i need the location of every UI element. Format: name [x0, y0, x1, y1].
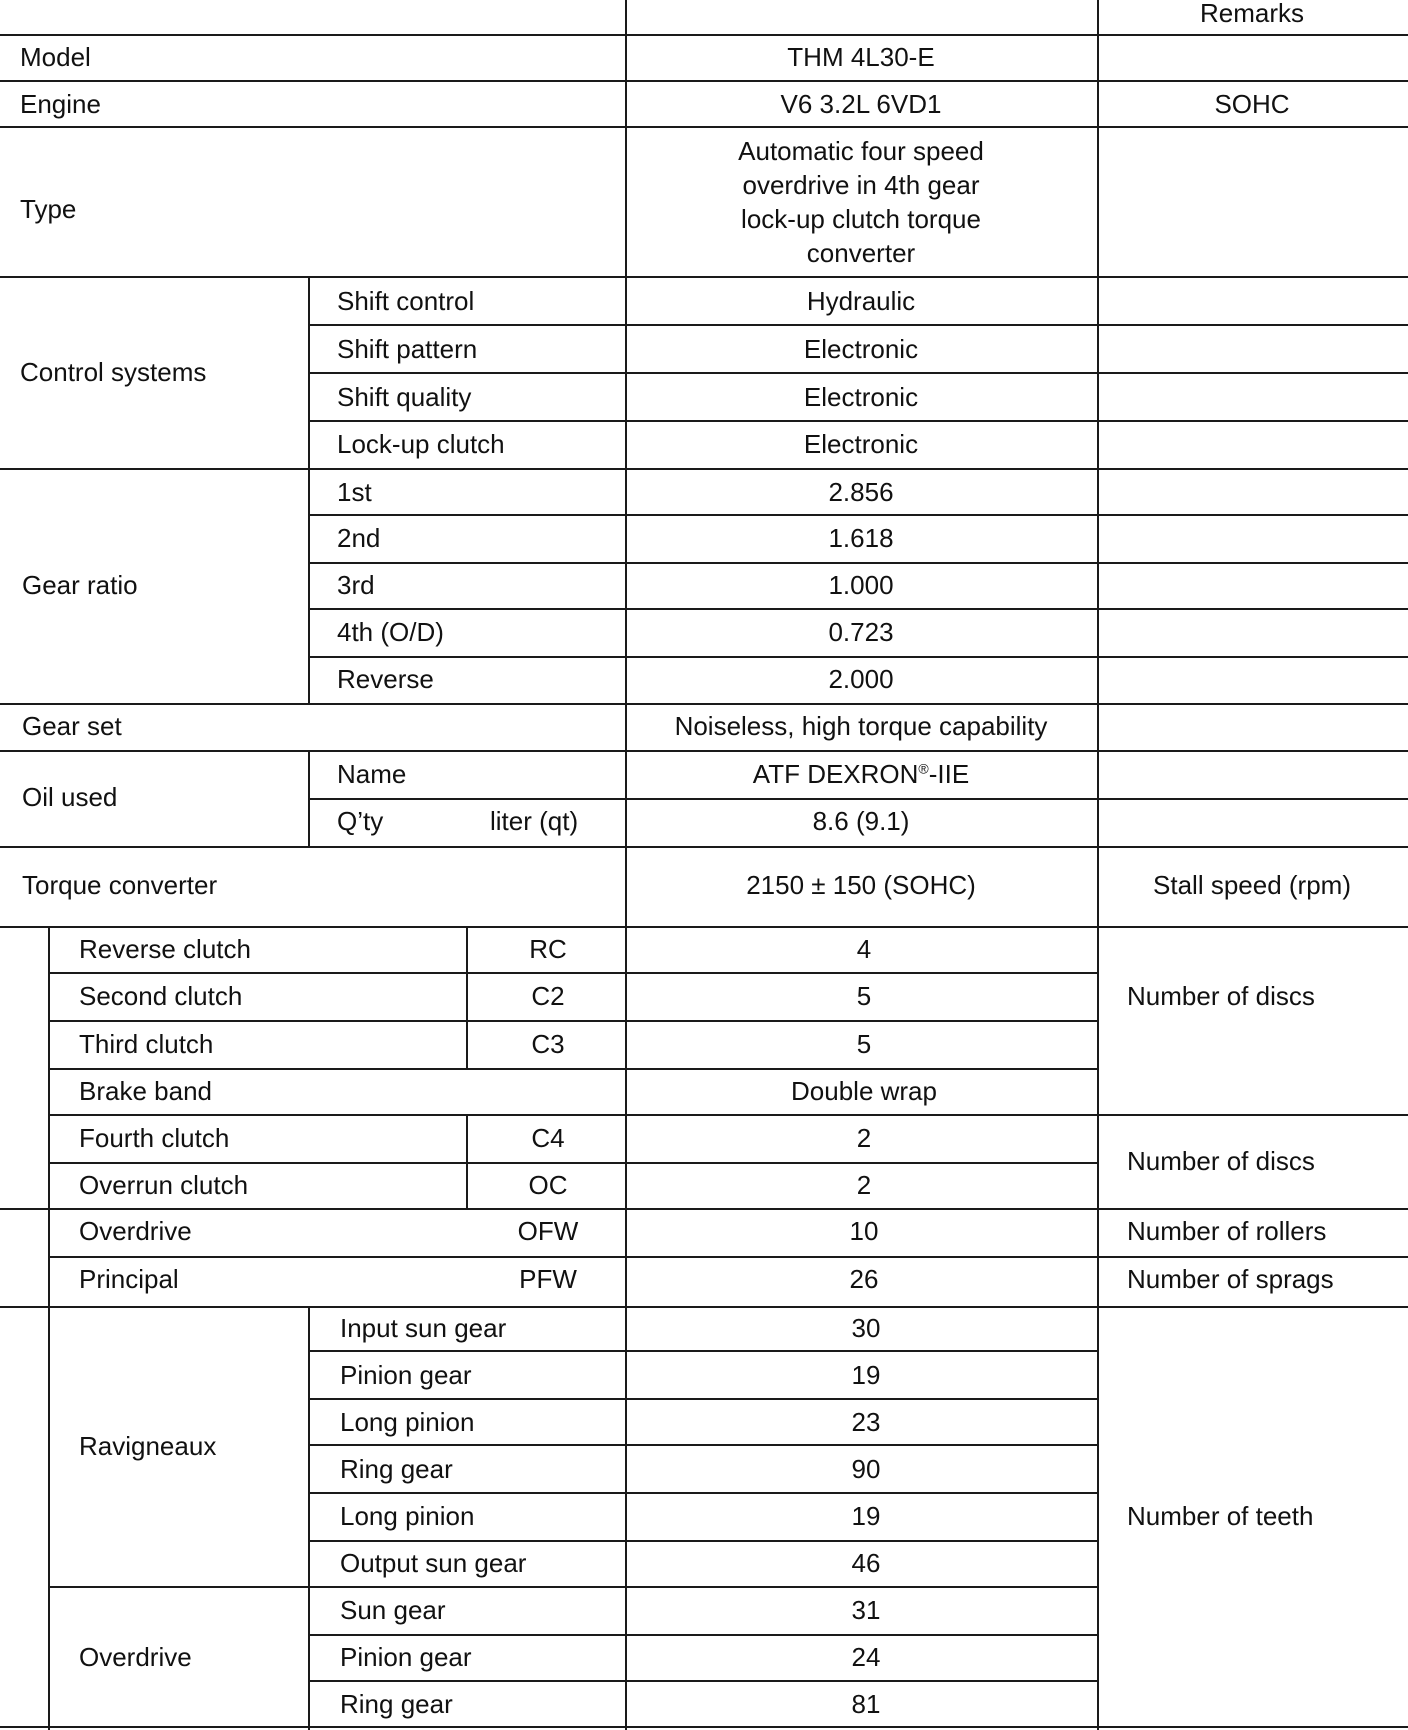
- control-item-name: Lock-up clutch: [337, 429, 505, 459]
- grid-line: [0, 468, 1408, 470]
- clutch-remark: Number of discs: [1127, 1146, 1315, 1176]
- control-item-value: Electronic: [803, 429, 919, 459]
- type-value-line: Automatic four speed: [738, 136, 984, 166]
- clutch-code: C4: [531, 1123, 565, 1153]
- grid-line: [308, 1540, 1098, 1542]
- grid-line: [48, 972, 1098, 974]
- freewheel-code: OFW: [517, 1216, 579, 1246]
- grid-line: [308, 372, 1408, 374]
- freewheel-name: Overdrive: [79, 1216, 192, 1246]
- gear-name: Long pinion: [340, 1501, 475, 1531]
- grid-line: [308, 1680, 1098, 1682]
- grid-line: [48, 1114, 1408, 1116]
- grid-line: [0, 34, 1408, 36]
- brake-band-value: Double wrap: [791, 1076, 937, 1106]
- grid-line: [308, 798, 1408, 800]
- gear-name: Pinion gear: [340, 1642, 472, 1672]
- oil-qty-unit: liter (qt): [490, 806, 579, 836]
- grid-line: [308, 608, 1408, 610]
- grid-line: [0, 846, 1408, 848]
- oil-qty-label: Q’ty: [337, 806, 384, 836]
- clutch-code: C2: [531, 981, 565, 1011]
- grid-line: [308, 1634, 1098, 1636]
- grid-line: [466, 926, 468, 1068]
- control-systems-label: Control systems: [20, 357, 207, 387]
- gear-ratio-name: 4th (O/D): [337, 617, 444, 647]
- torque-converter-value: 2150 ± 150 (SOHC): [746, 870, 976, 900]
- clutch-name: Overrun clutch: [79, 1170, 249, 1200]
- gear-ratio-name: 2nd: [337, 523, 381, 553]
- control-item-value: Hydraulic: [806, 286, 916, 316]
- grid-line: [308, 514, 1408, 516]
- gear-set-label: Gear set: [22, 711, 122, 741]
- gear-name: Pinion gear: [340, 1360, 472, 1390]
- grid-line: [0, 80, 1408, 82]
- gear-ratio-value: 0.723: [828, 617, 894, 647]
- grid-line: [308, 1398, 1098, 1400]
- control-item-name: Shift quality: [337, 382, 472, 412]
- grid-line: [0, 276, 1408, 278]
- engine-remark: SOHC: [1214, 89, 1290, 119]
- model-label: Model: [20, 42, 91, 72]
- grid-line: [0, 750, 1408, 752]
- oil-used-label: Oil used: [22, 782, 118, 812]
- grid-line: [625, 0, 627, 1730]
- freewheel-remark: Number of sprags: [1127, 1264, 1334, 1294]
- type-value-line: converter: [806, 238, 916, 268]
- gear-name: Sun gear: [340, 1595, 446, 1625]
- grid-line: [48, 1586, 1098, 1588]
- grid-line: [308, 562, 1408, 564]
- gear-ratio-name: 3rd: [337, 570, 375, 600]
- gear-teeth: 24: [851, 1642, 881, 1672]
- grid-line: [308, 1492, 1098, 1494]
- grid-line: [308, 324, 1408, 326]
- clutch-code: RC: [529, 934, 567, 964]
- grid-line: [308, 1350, 1098, 1352]
- clutch-name: Third clutch: [79, 1029, 214, 1059]
- clutch-value: 5: [856, 981, 872, 1011]
- grid-line: [0, 1208, 1408, 1210]
- control-item-name: Shift pattern: [337, 334, 478, 364]
- grid-line: [48, 926, 50, 1208]
- gear-ratio-name: 1st: [337, 477, 372, 507]
- gear-teeth: 30: [851, 1313, 881, 1343]
- clutch-remark: Number of discs: [1127, 981, 1315, 1011]
- grid-line: [308, 1444, 1098, 1446]
- control-item-name: Shift control: [337, 286, 475, 316]
- grid-line: [0, 1306, 1408, 1308]
- freewheel-code: PFW: [519, 1264, 577, 1294]
- gear-name: Ring gear: [340, 1454, 453, 1484]
- gear-ratio-label: Gear ratio: [22, 570, 138, 600]
- clutch-name: Second clutch: [79, 981, 243, 1011]
- gear-ratio-value: 2.000: [828, 664, 894, 694]
- model-value: THM 4L30-E: [787, 42, 935, 72]
- gear-teeth: 19: [851, 1360, 881, 1390]
- remarks-header: Remarks: [1199, 0, 1305, 28]
- grid-line: [308, 420, 1408, 422]
- grid-line: [0, 126, 1408, 128]
- engine-value: V6 3.2L 6VD1: [780, 89, 942, 119]
- grid-line: [308, 1306, 310, 1730]
- freewheel-value: 10: [849, 1216, 879, 1246]
- clutch-name: Reverse clutch: [79, 934, 251, 964]
- control-item-value: Electronic: [803, 334, 919, 364]
- ravigneaux-label: Ravigneaux: [79, 1431, 217, 1461]
- clutch-value: 5: [856, 1029, 872, 1059]
- control-item-value: Electronic: [803, 382, 919, 412]
- gear-teeth: 90: [851, 1454, 881, 1484]
- clutch-code: OC: [528, 1170, 568, 1200]
- type-label: Type: [20, 194, 77, 224]
- gear-name: Output sun gear: [340, 1548, 527, 1578]
- gear-set-value: Noiseless, high torque capability: [674, 711, 1048, 741]
- grid-line: [308, 656, 1408, 658]
- torque-converter-label: Torque converter: [22, 870, 218, 900]
- grid-line: [48, 1256, 1408, 1258]
- teeth-remark: Number of teeth: [1127, 1501, 1314, 1531]
- oil-name-value: ATF DEXRON®-IIE: [752, 759, 970, 789]
- gear-teeth: 81: [851, 1689, 881, 1719]
- gear-ratio-value: 2.856: [828, 477, 894, 507]
- freewheel-remark: Number of rollers: [1127, 1216, 1327, 1246]
- grid-line: [0, 703, 1408, 705]
- clutch-value: 2: [856, 1123, 872, 1153]
- grid-line: [48, 1068, 1098, 1070]
- gear-ratio-name: Reverse: [337, 664, 434, 694]
- gear-teeth: 19: [851, 1501, 881, 1531]
- gear-name: Ring gear: [340, 1689, 453, 1719]
- clutch-value: 4: [856, 934, 872, 964]
- gear-ratio-value: 1.618: [828, 523, 894, 553]
- gear-name: Long pinion: [340, 1407, 475, 1437]
- grid-line: [308, 468, 310, 703]
- freewheel-name: Principal: [79, 1264, 179, 1294]
- overdrive-gears-label: Overdrive: [79, 1642, 192, 1672]
- grid-line: [0, 1726, 1408, 1728]
- gear-teeth: 46: [851, 1548, 881, 1578]
- oil-name-label: Name: [337, 759, 407, 789]
- grid-line: [48, 1208, 50, 1730]
- gear-teeth: 23: [851, 1407, 881, 1437]
- gear-ratio-value: 1.000: [828, 570, 894, 600]
- gear-name: Input sun gear: [340, 1313, 507, 1343]
- grid-line: [1097, 0, 1099, 1730]
- grid-line: [0, 926, 1408, 928]
- clutch-code: C3: [531, 1029, 565, 1059]
- torque-converter-remark: Stall speed (rpm): [1153, 870, 1351, 900]
- type-value-line: overdrive in 4th gear: [742, 170, 980, 200]
- clutch-value: 2: [856, 1170, 872, 1200]
- engine-label: Engine: [20, 89, 101, 119]
- grid-line: [48, 1020, 1098, 1022]
- brake-band-label: Brake band: [79, 1076, 212, 1106]
- grid-line: [48, 1162, 1098, 1164]
- freewheel-value: 26: [849, 1264, 879, 1294]
- grid-line: [466, 1114, 468, 1208]
- gear-teeth: 31: [851, 1595, 881, 1625]
- type-value-line: lock-up clutch torque: [741, 204, 981, 234]
- clutch-name: Fourth clutch: [79, 1123, 230, 1153]
- oil-qty-value: 8.6 (9.1): [812, 806, 910, 836]
